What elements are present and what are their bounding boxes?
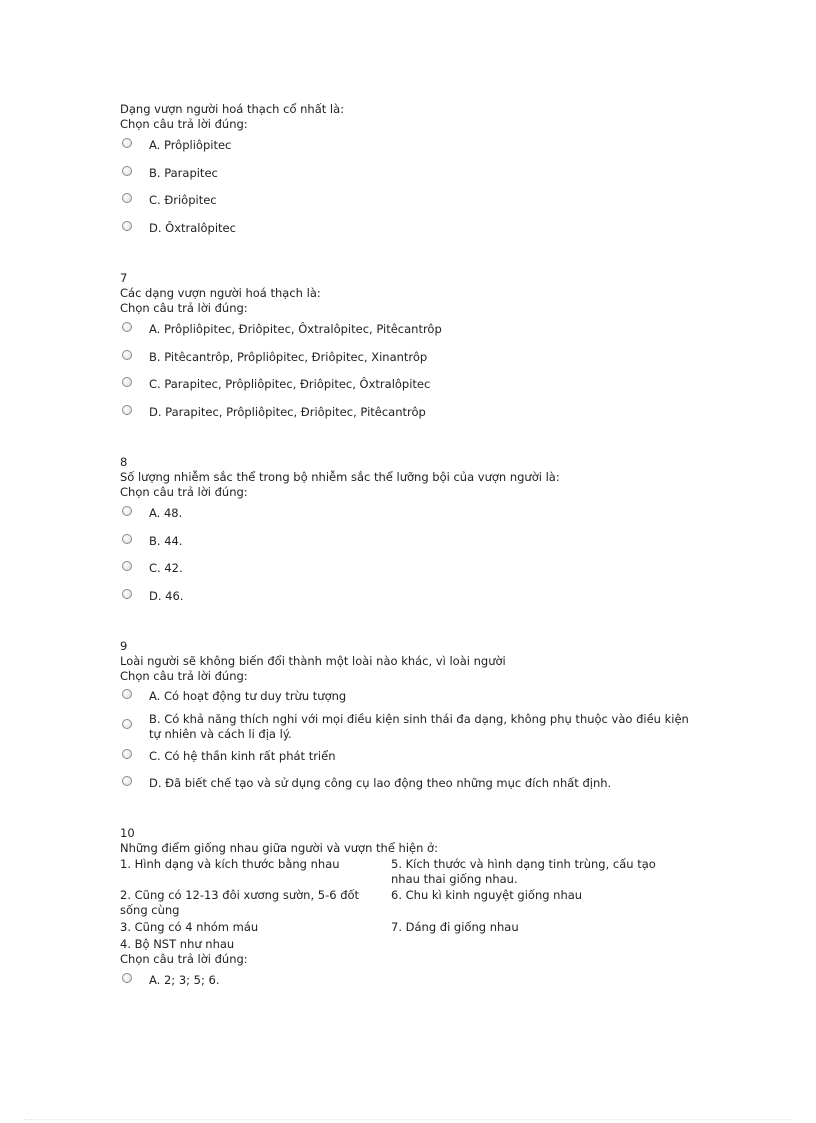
radio-button-icon[interactable] [122,561,132,571]
statement-3: 3. Cũng có 4 nhóm máu [120,920,259,934]
radio-button-icon[interactable] [122,589,132,599]
question-number: 10 [120,826,135,840]
option-label: B. Có khả năng thích nghi với mọi điều kiện sinh thái đa dạng, không phụ thuộc vào điều kiện tự nhiên và cách li địa lý. [149,712,689,741]
option-label: C. Có hệ thần kinh rất phát triển [149,749,336,763]
radio-button-icon[interactable] [122,405,132,415]
radio-button-icon[interactable] [122,193,132,203]
question-8 [120,455,700,603]
radio-button-icon[interactable] [122,166,132,176]
question-text: Những điểm giống nhau giữa người và vượn thể hiện ở: [120,841,438,855]
answer-prompt: Chọn câu trả lời đúng: [120,485,248,499]
option-label: C. Đriôpitec [149,193,217,207]
radio-button-icon[interactable] [122,776,132,786]
option-label: A. Có hoạt động tư duy trừu tượng [149,689,347,703]
option-label: B. Parapitec [149,166,218,180]
question-10 [120,826,700,987]
question-7 [120,271,700,419]
radio-button-icon[interactable] [122,689,132,699]
radio-button-icon[interactable] [122,221,132,231]
question-text: Loài người sẽ không biến đổi thành một loài nào khác, vì loài người [120,654,506,668]
option-label: D. Parapitec, Prôpliôpitec, Đriôpitec, Pitêcantrôp [149,405,426,419]
option-label: D. 46. [149,589,184,603]
option-label: B. Pitêcantrôp, Prôpliôpitec, Đriôpitec, Xinantrôp [149,350,428,364]
answer-prompt: Chọn câu trả lời đúng: [120,301,248,315]
radio-button-icon[interactable] [122,749,132,759]
statement-4: 4. Bộ NST như nhau [120,937,235,951]
option-label: A. 48. [149,506,183,520]
answer-prompt: Chọn câu trả lời đúng: [120,669,248,683]
option-label: C. Parapitec, Prôpliôpitec, Đriôpitec, Ôxtralôpitec [149,377,431,391]
radio-button-icon[interactable] [122,377,132,387]
option-label: A. Prôpliôpitec, Đriôpitec, Ôxtralôpitec, Pitêcantrôp [149,322,442,336]
answer-prompt: Chọn câu trả lời đúng: [120,952,248,966]
option-label: D. Đã biết chế tạo và sử dụng công cụ lao động theo những mục đích nhất định. [149,776,612,790]
option-label: B. 44. [149,534,183,548]
page-bottom-divider [24,1119,792,1120]
statement-5: 5. Kích thước và hình dạng tinh trùng, cấu tạo nhau thai giống nhau. [391,857,656,886]
statement-7: 7. Dáng đi giống nhau [391,920,519,934]
radio-button-icon[interactable] [122,350,132,360]
question-number: 9 [120,639,128,653]
radio-button-icon[interactable] [122,534,132,544]
radio-button-icon[interactable] [122,506,132,516]
radio-button-icon[interactable] [122,719,132,729]
answer-prompt: Chọn câu trả lời đúng: [120,117,248,131]
option-label: A. Prôpliôpitec [149,138,232,152]
radio-button-icon[interactable] [122,973,132,983]
statement-6: 6. Chu kì kinh nguyệt giống nhau [391,888,583,902]
question-number: 7 [120,271,128,285]
radio-button-icon[interactable] [122,138,132,148]
statement-table [120,857,680,952]
question-text: Dạng vượn người hoá thạch cổ nhất là: [120,102,345,116]
option-label: D. Ôxtralôpitec [149,221,236,235]
question-text: Các dạng vượn người hoá thạch là: [120,286,321,300]
radio-button-icon[interactable] [122,322,132,332]
statement-2: 2. Cũng có 12-13 đôi xương sườn, 5-6 đốt sống cùng [120,888,360,917]
option-label: C. 42. [149,561,183,575]
statement-1: 1. Hình dạng và kích thước bằng nhau [120,857,340,871]
question-text: Số lượng nhiễm sắc thể trong bộ nhiễm sắc thể lưỡng bội của vượn người là: [120,470,560,484]
question-9 [120,639,700,790]
question-number: 8 [120,455,128,469]
question-6 [120,102,700,235]
option-label: A. 2; 3; 5; 6. [149,973,220,987]
